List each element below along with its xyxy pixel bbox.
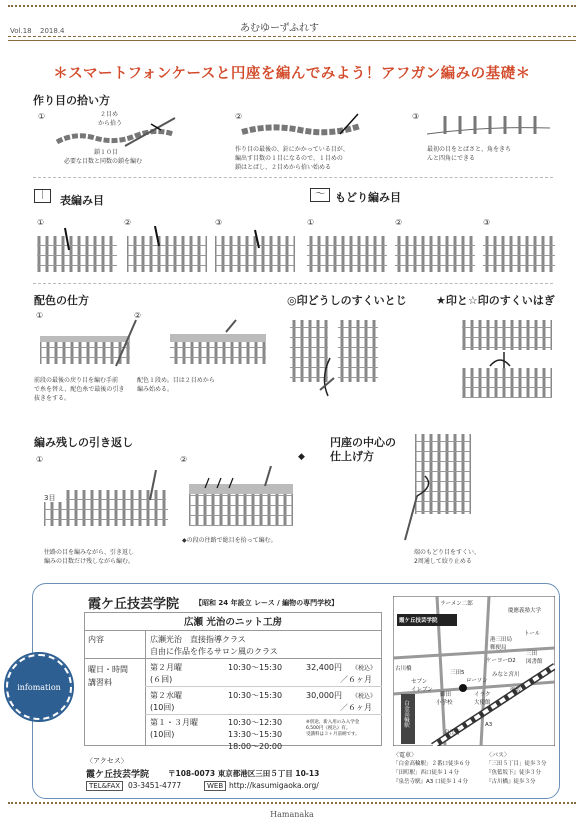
footer-brand: Hamanaka: [270, 810, 314, 819]
info-badge-label: infomation: [17, 682, 61, 692]
class-title: 広瀬 光治のニット工房: [184, 617, 282, 628]
cast-on-step2: ②: [235, 112, 243, 121]
short-row-illustration-1: [40, 470, 170, 530]
table-rule: [84, 658, 382, 659]
color-step2: ②: [134, 311, 142, 320]
access-label: 〈アクセス〉: [86, 757, 128, 765]
map-label-embassy: 大使館: [474, 700, 491, 706]
sched3-note-2: 6,500円《税込》有。: [306, 726, 351, 731]
row-head-schedule: 曜日・時間: [88, 665, 128, 674]
cushion-title-2: 仕上げ方: [330, 450, 374, 463]
sched1-day: 第２月曜: [150, 663, 182, 672]
tel-label: TEL&FAX: [86, 781, 123, 791]
table-rule: [145, 630, 146, 746]
map-label-mita: 三田: [526, 651, 538, 657]
cast-on-step2-caption-3: 鎖はとばし、２目めから拾い始める: [235, 164, 332, 171]
return-step2: ②: [395, 218, 403, 227]
plain-stitch-title: 表編み目: [60, 194, 104, 207]
table-rule: [145, 686, 382, 687]
map-label-keio: 慶應義塾大学: [508, 608, 542, 614]
seam-join-title: ◎印どうしのすくいとじ: [287, 294, 407, 307]
map-label-school: 霞ケ丘技芸学院: [399, 618, 438, 624]
table-rule: [84, 630, 382, 631]
page-title: ＊スマートフォンケースと円座を編んでみよう！アフガン編みの基礎＊: [53, 66, 531, 82]
sched3-note-1: ※別途、新入用のみ入学金: [306, 720, 360, 725]
row-head-content: 内容: [88, 635, 104, 644]
return-stitch-title: もどり編み目: [335, 191, 401, 204]
cast-on-illustration-3: [425, 108, 555, 142]
tel-number: 03-3451-4777: [128, 781, 182, 790]
plain-step3: ③: [215, 218, 223, 227]
content-line-1: 広瀬光治 直接指導クラス: [150, 635, 246, 644]
seam-join-illustration: [290, 318, 380, 398]
map-label-a3: A3: [485, 722, 493, 728]
cast-on-step1: ①: [38, 112, 46, 121]
short-row-step1: ①: [36, 455, 44, 464]
map-label-sengakuji: 泉岳寺: [444, 730, 461, 736]
sched2-term: ／６ヶ月: [340, 703, 372, 712]
table-rule: [145, 714, 382, 715]
map-label-post2: 郵便局: [490, 645, 507, 651]
cast-on-step2-caption-1: 作り目の最後の、針にかかっている目が、: [235, 146, 349, 153]
stitch-swatches-row: [35, 226, 555, 276]
bus-label: 〈バス〉: [486, 752, 511, 759]
cast-on-step1-c: 鎖１０目: [94, 149, 119, 156]
map-label-keiyo: ケーヨーD2: [486, 658, 516, 664]
plain-step1: ①: [37, 218, 45, 227]
short-row-step2: ②: [180, 455, 188, 464]
short-row-illustration-2: [185, 466, 295, 530]
train-3: 『泉岳寺駅』A3 口徒歩１４分: [393, 779, 469, 785]
cushion-illustration: [395, 432, 475, 542]
sched2-day: 第２水曜: [150, 691, 182, 700]
map-label-ramen: ラーメン二郎: [440, 601, 473, 607]
cast-on-step1-a: ２目め: [100, 111, 119, 118]
train-1: 「白金高輪駅」２番口徒歩６分: [393, 761, 471, 767]
divider: [33, 177, 553, 178]
color-step1-caption-3: 抜きをする。: [34, 395, 71, 402]
sched3-time-3: 18:00～20:00: [228, 742, 283, 751]
return-stitch-icon: 〜: [310, 188, 330, 202]
sched2-tax: 《税込》: [352, 693, 377, 700]
cast-on-step1-b: から拾う: [98, 120, 123, 127]
footer-rule: [8, 802, 576, 804]
address-name: 霞ケ丘技芸学院: [86, 770, 150, 780]
cast-on-step3-caption-2: んと四角にできる: [427, 155, 476, 162]
sched1-price: 32,400円: [306, 663, 342, 672]
sched3-count: (10回): [150, 730, 175, 739]
color-step2-caption-2: 編み始める。: [137, 386, 174, 393]
map-label-eleven: イレブン: [411, 687, 433, 693]
cast-on-step3: ③: [412, 112, 420, 121]
plain-step2: ②: [124, 218, 132, 227]
header-logo: あむゆーずふれす: [240, 23, 319, 34]
color-change-title: 配色の仕方: [34, 294, 89, 307]
sched1-count: (６回): [150, 675, 173, 684]
web-link[interactable]: http://kasumigaoka.org/: [229, 781, 319, 790]
address: 〒108-0073 東京都港区三田５丁目 10-13: [168, 769, 320, 778]
bus-1: 「三田５丁目」徒歩３分: [486, 761, 547, 767]
cushion-title-1: 円座の中心の: [330, 436, 396, 449]
sched2-count: (10回): [150, 703, 175, 712]
sched3-note-3: 受講料は３ヶ月前納です。: [306, 732, 360, 737]
cast-on-title: 作り目の拾い方: [33, 94, 110, 107]
short-row-diamond: ◆: [298, 452, 305, 462]
map-label-mita5: 三田5: [450, 670, 465, 676]
color-step1-caption-2: で糸を替え、配色糸で最後の引き: [34, 386, 125, 393]
short-row-label: 3目: [44, 494, 56, 502]
info-badge: [6, 654, 72, 720]
date-label: 2018.4: [40, 27, 65, 35]
color-step2-caption-1: 配色１段め。目は２目めから: [137, 377, 215, 384]
cushion-caption-1: 端のもどり目をすくい、: [414, 549, 481, 556]
return-step1: ①: [307, 218, 315, 227]
plain-stitch-icon: ｜: [34, 189, 51, 203]
web-label: WEB: [204, 781, 226, 791]
cushion-caption-2: 2周通して絞り止める: [414, 558, 472, 565]
sched1-tax: 《税込》: [352, 665, 377, 672]
sched3-time-1: 10:30～12:30: [228, 718, 283, 727]
header-rule: [8, 36, 576, 41]
school-name: 霞ケ丘技芸学院: [88, 597, 180, 612]
map-label-miyagawa: みなと宮川: [492, 672, 520, 678]
cast-on-illustration-1: [55, 112, 185, 152]
sched1-term: ／６ヶ月: [340, 675, 372, 684]
color-step1: ①: [36, 311, 44, 320]
map-label-hijirizaka: 聖坂: [510, 688, 522, 694]
row-head-fee: 講習料: [88, 678, 112, 687]
map-label-lawson: ローソン: [466, 678, 488, 684]
vol-label: Vol.18: [10, 27, 32, 35]
return-step3: ③: [483, 218, 491, 227]
map-label-post: 港三田局: [490, 637, 513, 643]
sched3-day: 第１・３月曜: [150, 718, 198, 727]
short-row-step1-caption-1: 往路の目を編みながら、引き返し: [44, 549, 135, 556]
map-label-iraq: イラク: [474, 692, 491, 698]
cast-on-illustration-2: [240, 110, 370, 140]
graft-join-illustration: [460, 318, 554, 400]
content-line-2: 自由に作品を作るサロン風のクラス: [150, 647, 278, 656]
map-label-furukawabashi: 古川橋: [395, 666, 412, 672]
color-change-illustrations: [36, 318, 276, 368]
school-note: 【昭和 24 年設立 レース / 編物の専門学校】: [195, 599, 339, 607]
cast-on-step3-caption-1: 最初の目をとばさと、角をきち: [427, 146, 512, 153]
train-label: 〈電車〉: [393, 752, 418, 759]
cast-on-step1-caption: 必要な目数と同数の鎖を編む: [64, 158, 143, 165]
map-label-tol: トール: [524, 631, 541, 637]
top-border: [8, 5, 576, 10]
graft-join-title: ★印と☆印のすくいはぎ: [436, 294, 555, 307]
short-row-title: 編み残しの引き返し: [34, 436, 133, 449]
sched1-time: 10:30～15:30: [228, 663, 283, 672]
train-2: 「田町駅」西口徒歩１４分: [393, 770, 460, 776]
sched2-price: 30,000円: [306, 691, 342, 700]
bus-3: 『古川橋』徒歩３分: [486, 779, 536, 785]
divider: [33, 283, 553, 284]
map-label-school2: 小学校: [436, 700, 453, 706]
color-step1-caption-1: 前段の最後の戻り目を編む手前: [34, 377, 119, 384]
sched3-time-2: 13:30～15:30: [228, 730, 283, 739]
short-row-step1-caption-2: 編みの目数だけ残しながら編む。: [44, 558, 135, 565]
map-label-seven: セブン: [411, 679, 428, 685]
map-label-shirokane: 白金高輪駅: [403, 700, 409, 728]
sched2-time: 10:30～15:30: [228, 691, 283, 700]
bus-2: 『魚籃坂下』徒歩３分: [486, 770, 542, 776]
map-label-library: 図書館: [526, 659, 543, 665]
cast-on-step2-caption-2: 編出す目数の１目になるので、１目めの: [235, 155, 343, 162]
short-row-step2-caption: ◆の段の往路で総目を拾って編む。: [182, 537, 277, 544]
map-label-onden: 御田: [440, 692, 452, 698]
